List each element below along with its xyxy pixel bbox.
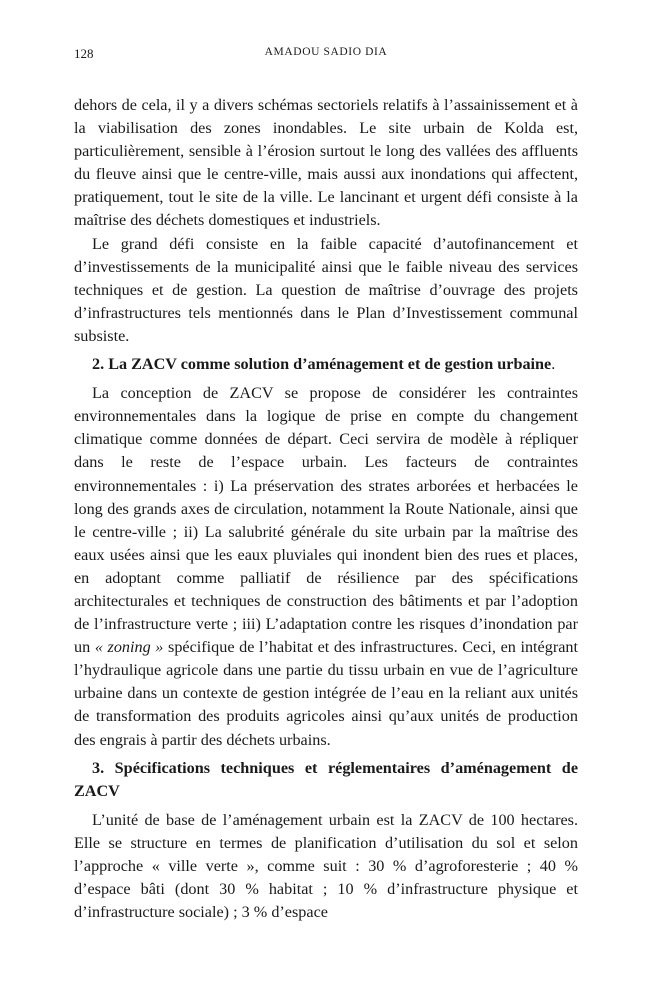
- section-title-2-period: .: [551, 355, 556, 374]
- paragraph-3-part-b: spécifique de l’habitat et des infrastructures. Ceci, en intégrant l’hydraulique agricole dans une partie du tissu urbain en vue de l’agriculture urbaine dans un contexte de gestion intégrée de l’eau en la reliant aux unités de transformation des produits agricoles ainsi qu’aux unités de production des engrais à partir des déchets urbains.: [74, 638, 578, 749]
- body-text: [74, 94, 578, 924]
- paragraph-4: L’unité de base de l’aménagement urbain est la ZACV de 100 hectares. Elle se structure en termes de planification d’utilisation du sol et selon l’approche « ville verte », comme suit : 30 % d’agroforesterie ; 40 % d’espace bâti (dont 30 % habitat ; 10 % d’infrastructure physique et d’infrastructure sociale) ; 3 % d’espace: [74, 810, 578, 922]
- running-head: AMADOU SADIO DIA: [264, 46, 388, 58]
- page-number: 128: [74, 46, 94, 61]
- paragraph-1: dehors de cela, il y a divers schémas sectoriels relatifs à l’assainissement et à la viabilisation des zones inondables. Le site urbain de Kolda est, particulièrement, sensible à l’érosion surtout le long des vallées des affluents du fleuve ainsi que le centre-ville, mais aussi aux inondations qui affectent, pratiquement, tout le site de la ville. Le lancinant et urgent défi consiste à la maîtrise des déchets domestiques et industriels.: [74, 96, 578, 230]
- paragraph-3: [74, 382, 578, 752]
- paragraph-2: Le grand défi consiste en la faible capacité d’autofinancement et d’investissements de la municipalité ainsi que le faible niveau des services techniques et de gestion. La question de maîtrise d’ouvrage des projets d’infrastructures tels mentionnés dans le Plan d’Investissement communal subsiste.: [74, 234, 578, 345]
- document-page: [74, 46, 578, 924]
- paragraph-3-part-a: La conception de ZACV se propose de considérer les contraintes environnementales dans la logique de prise en compte du changement climatique comme données de départ. Ceci servira de modèle à répliquer dans le reste de l’espace urbain. Les facteurs de contraintes environnementales : i) La préservation des strates arborées et herbacées le long des grands axes de circulation, notamment la Route Nationale, ainsi que le centre-ville ; ii) La salubrité générale du site urbain par la maîtrise des eaux usées ainsi que les eaux pluviales qui inondent bien des rues et places, en adoptant comme palliatif de résilience par des spécifications architecturales et techniques de construction des bâtiments et par l’adoption de l’infrastructure verte ; iii) L’adaptation contre les risques d’inondation par un: [74, 384, 578, 657]
- section-number-3: 3: [92, 758, 101, 777]
- page-header: [74, 46, 578, 66]
- section-heading-2: [74, 353, 578, 376]
- section-heading-3: [74, 757, 578, 803]
- section-title-2: . La ZACV comme solution d’aménagement et de gestion urbaine: [100, 355, 552, 374]
- zoning-emphasis: « zoning »: [94, 638, 164, 657]
- section-title-3: . Spécifications techniques et réglementaires d’aménagement de ZACV: [74, 758, 578, 800]
- section-number-2: 2: [92, 355, 101, 374]
